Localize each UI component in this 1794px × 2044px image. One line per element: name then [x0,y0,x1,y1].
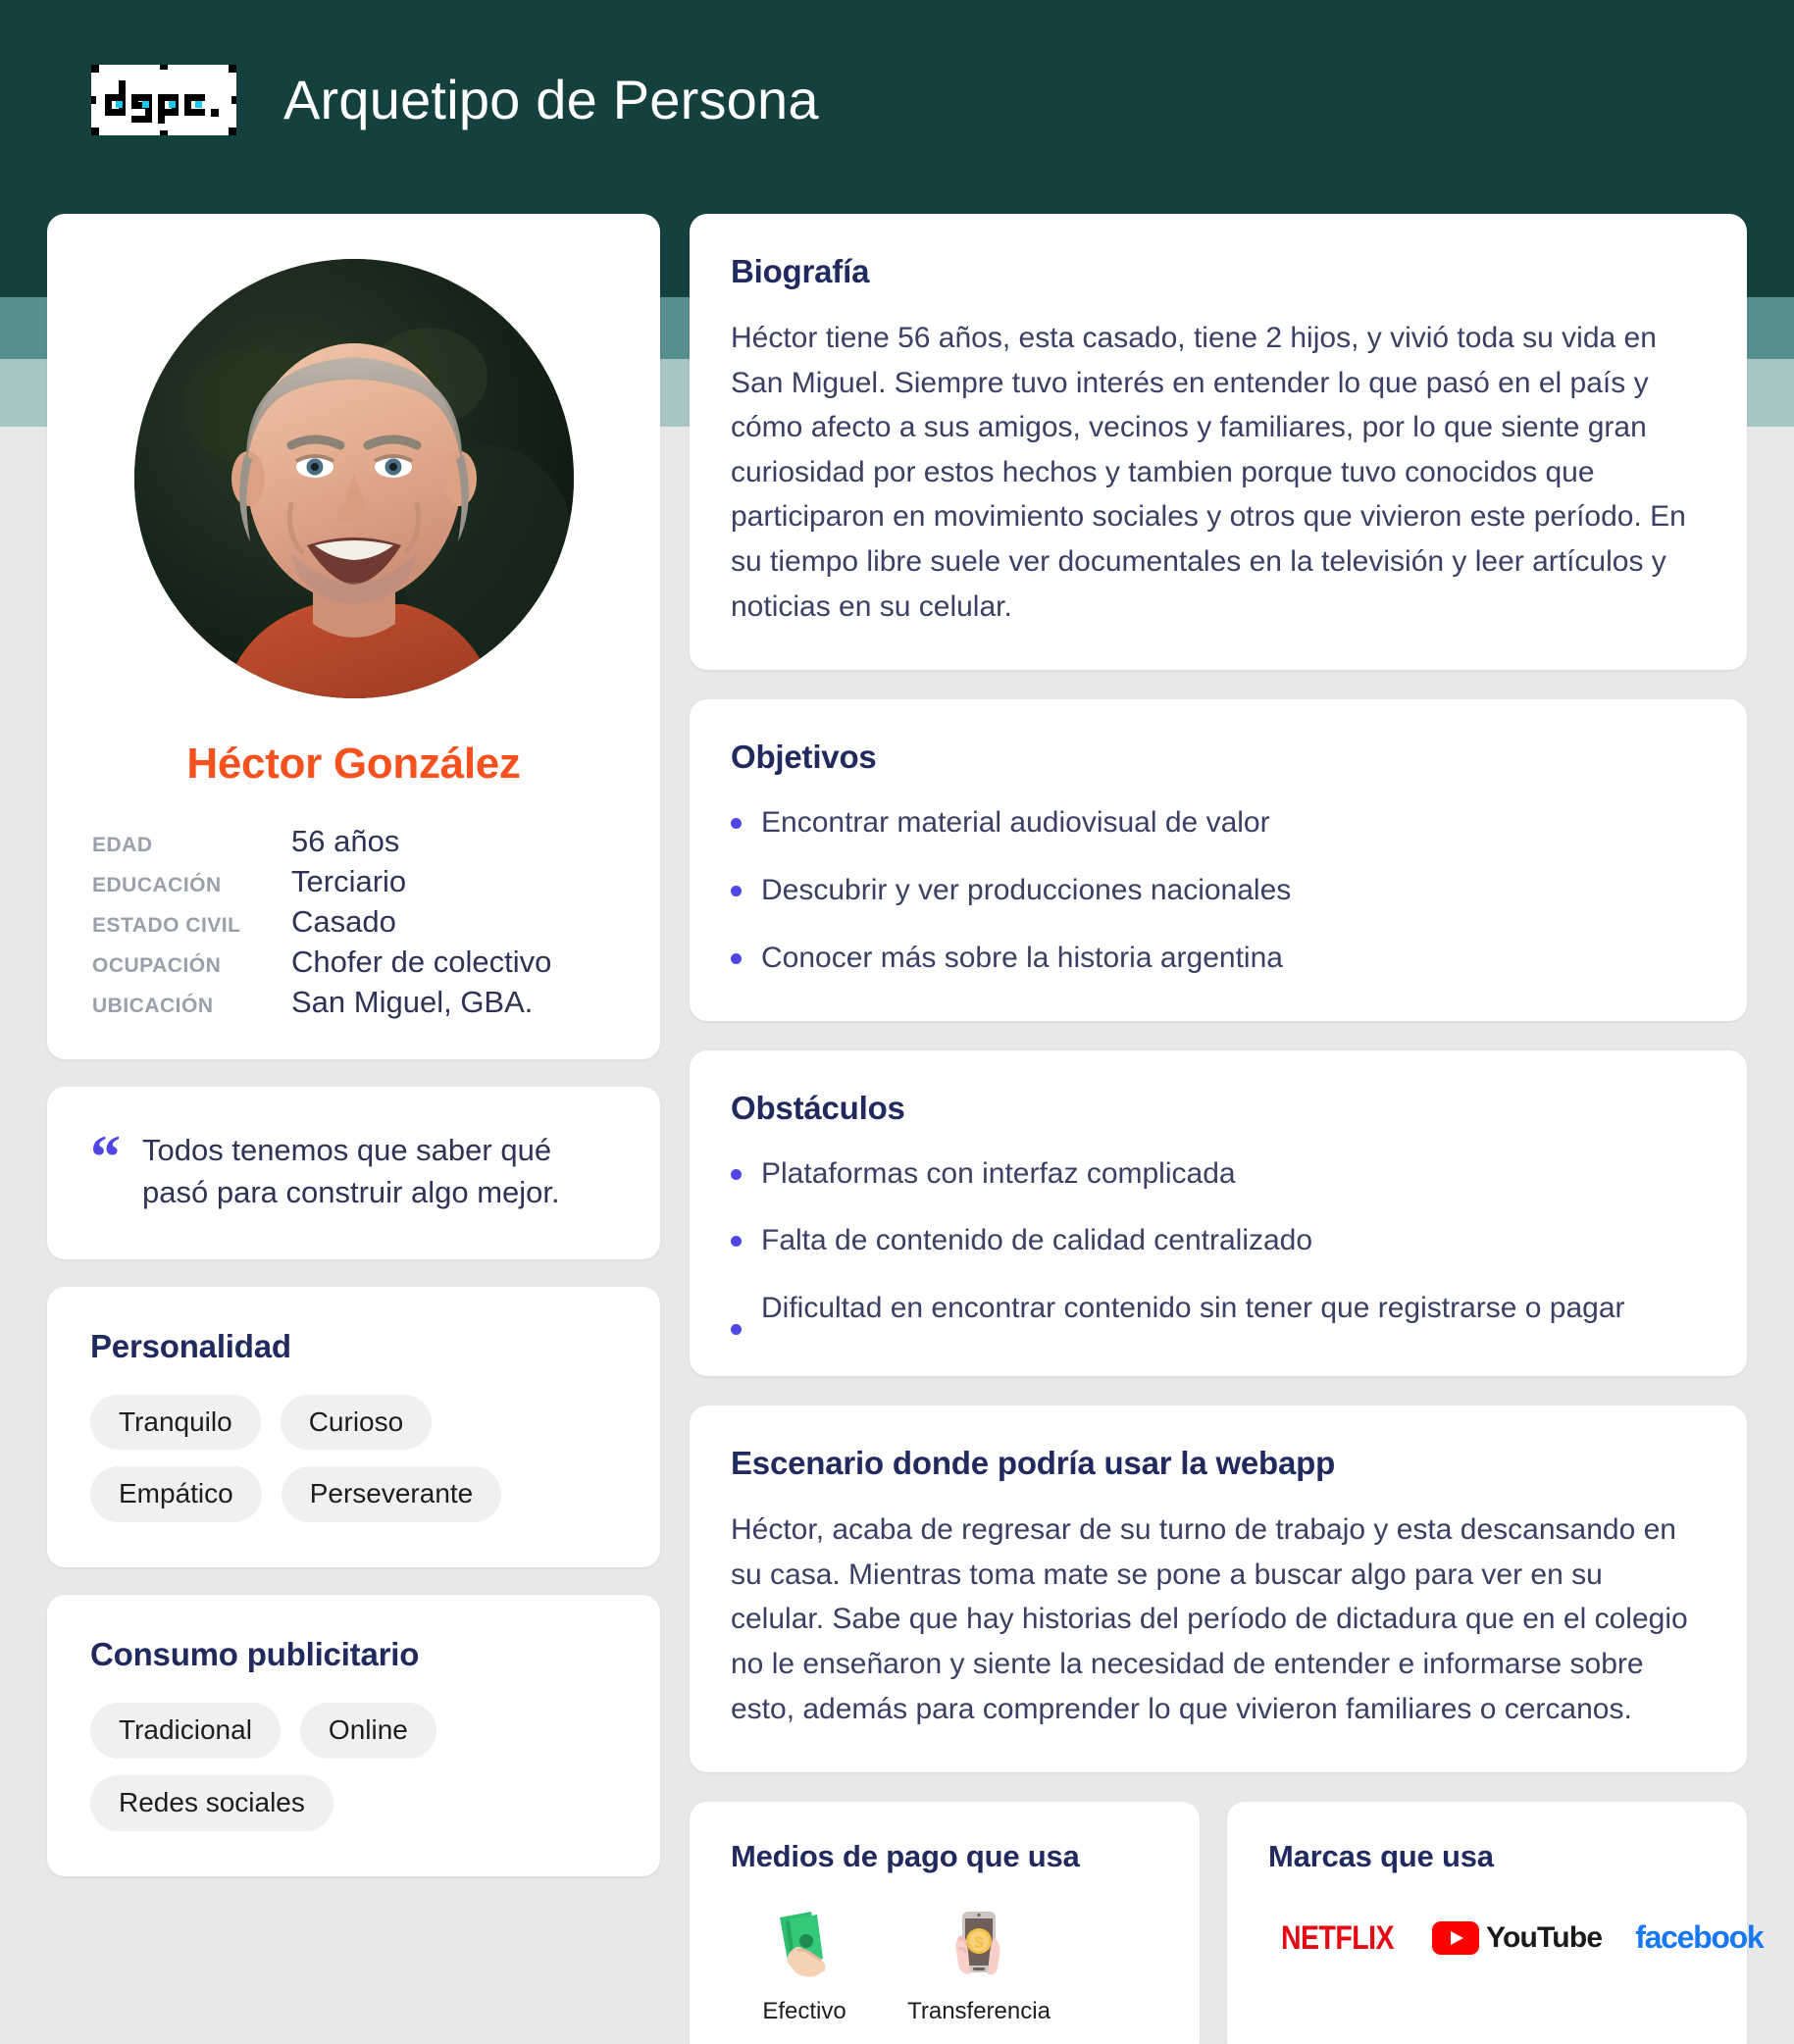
obstacles-title: Obstáculos [731,1089,905,1126]
payment-method-item [905,1904,1052,2025]
page-title: Arquetipo de Persona [283,69,819,130]
obstacle-text: Plataformas con interfaz complicada [761,1156,1236,1190]
avatar-wrapper [90,259,617,698]
attribute-label: UBICACIÓN [92,995,214,1017]
advertising-tag: Redes sociales [90,1775,333,1831]
advertising-consumption-card [47,1595,660,1876]
quote-mark-icon: “ [90,1124,121,1191]
obstacles-card [690,1050,1747,1377]
advertising-tag: Tradicional [90,1703,281,1759]
attribute-row [92,985,615,1020]
attribute-value: 56 años [291,824,400,858]
personality-card [47,1287,660,1568]
objective-item [731,937,1702,980]
quote-text: Todos tenemos que saber qué pasó para construir algo mejor. [142,1133,560,1209]
page-header [0,0,1794,199]
biography-text: Héctor tiene 56 años, esta casado, tiene 2 hijos, y vivió toda su vida en San Miguel. Siempre tuvo interés en entender lo que pasó en el país y cómo afecto a sus amigos, vecinos y familiares, por lo que siente gran curiosidad por estos hechos y tambien porque tuvo conocidos que participaron en movimiento sociales y otros que vivieron este período. En su tiempo libre suele ver documentales en la televisión y leer artículos y noticias en su celular. [731,322,1686,623]
attribute-row [92,945,615,980]
scenario-text: Héctor, acaba de regresar de su turno de trabajo y esta descansando en su casa. Mientras toma mate se pone a buscar algo para ver en su celular. Sabe que hay historias del período de dictadura que en el colegio no le enseñaron y siente la necesidad de entender e informarse sobre esto, además para comprender lo que vivieron familiares o cercanos. [731,1513,1688,1725]
advertising-title: Consumo publicitario [90,1636,420,1673]
left-column [47,214,660,2044]
brands-list [1268,1904,1764,1957]
profile-attributes [90,824,617,1020]
scenario-title: Escenario donde podría usar la webapp [731,1445,1336,1482]
avatar [134,259,574,698]
bullet-dot-icon [731,953,742,964]
profile-card [47,214,660,1059]
objective-text: Conocer más sobre la historia argentina [761,941,1283,974]
quote-card [47,1087,660,1259]
attribute-label: ESTADO CIVIL [92,914,241,937]
person-name: Héctor González [186,740,521,788]
dgpc-logo [91,65,236,135]
objectives-title: Objetivos [731,739,877,776]
payment-method-label: Transferencia [907,1998,1051,2025]
cash-in-hand-icon [764,1904,845,1984]
objective-text: Encontrar material audiovisual de valor [761,806,1270,840]
personality-tag: Curioso [281,1395,432,1451]
attribute-label: EDUCACIÓN [92,874,222,896]
personality-tag: Perseverante [282,1466,502,1522]
attribute-row [92,864,615,899]
payment-methods-title: Medios de pago que usa [731,1839,1080,1874]
payment-method-item [731,1904,878,2025]
facebook-logo: facebook [1635,1919,1764,1956]
obstacle-item [731,1152,1702,1196]
objective-item [731,801,1702,844]
scenario-card [690,1405,1747,1772]
payment-method-label: Efectivo [762,1998,846,2025]
phone-payment-icon [939,1904,1019,1984]
objectives-list [731,801,1702,979]
youtube-logo [1432,1921,1602,1955]
bullet-dot-icon [731,1169,742,1180]
obstacles-list [731,1152,1702,1336]
advertising-tags [90,1703,617,1831]
personality-tags [90,1395,617,1523]
attribute-row [92,904,615,940]
obstacle-item [731,1219,1702,1262]
biography-card [690,214,1747,670]
netflix-logo: NETFLIX [1280,1917,1394,1957]
attribute-value: Casado [291,904,396,939]
attribute-value: San Miguel, GBA. [291,985,534,1019]
youtube-wordmark: YouTube [1485,1920,1603,1954]
brands-title: Marcas que usa [1268,1839,1494,1874]
content-grid [47,214,1764,2044]
bullet-dot-icon [731,818,742,829]
attribute-label: EDAD [92,834,153,856]
youtube-play-icon [1432,1921,1479,1955]
svg-text:$: $ [974,1933,984,1953]
right-column [690,214,1764,2044]
payment-methods-list [731,1904,1158,2025]
payment-methods-card [690,1802,1200,2044]
objectives-card [690,699,1747,1020]
objective-text: Descubrir y ver producciones nacionales [761,873,1292,906]
obstacle-text: Dificultad en encontrar contenido sin tener que registrarse o pagar [761,1292,1625,1325]
bullet-dot-icon [731,1324,742,1335]
attribute-value: Chofer de colectivo [291,945,552,979]
bottom-row [690,1802,1764,2044]
brands-card [1227,1802,1764,2044]
obstacle-item [731,1287,1702,1335]
personality-tag: Tranquilo [90,1395,261,1451]
bullet-dot-icon [731,886,742,896]
personality-title: Personalidad [90,1327,291,1364]
attribute-label: OCUPACIÓN [92,954,222,977]
obstacle-text: Falta de contenido de calidad centralizado [761,1224,1313,1257]
biography-title: Biografía [731,253,870,289]
advertising-tag: Online [300,1703,436,1759]
personality-tag: Empático [90,1466,262,1522]
attribute-row [92,824,615,859]
objective-item [731,869,1702,912]
attribute-value: Terciario [291,864,407,898]
bullet-dot-icon [731,1236,742,1247]
